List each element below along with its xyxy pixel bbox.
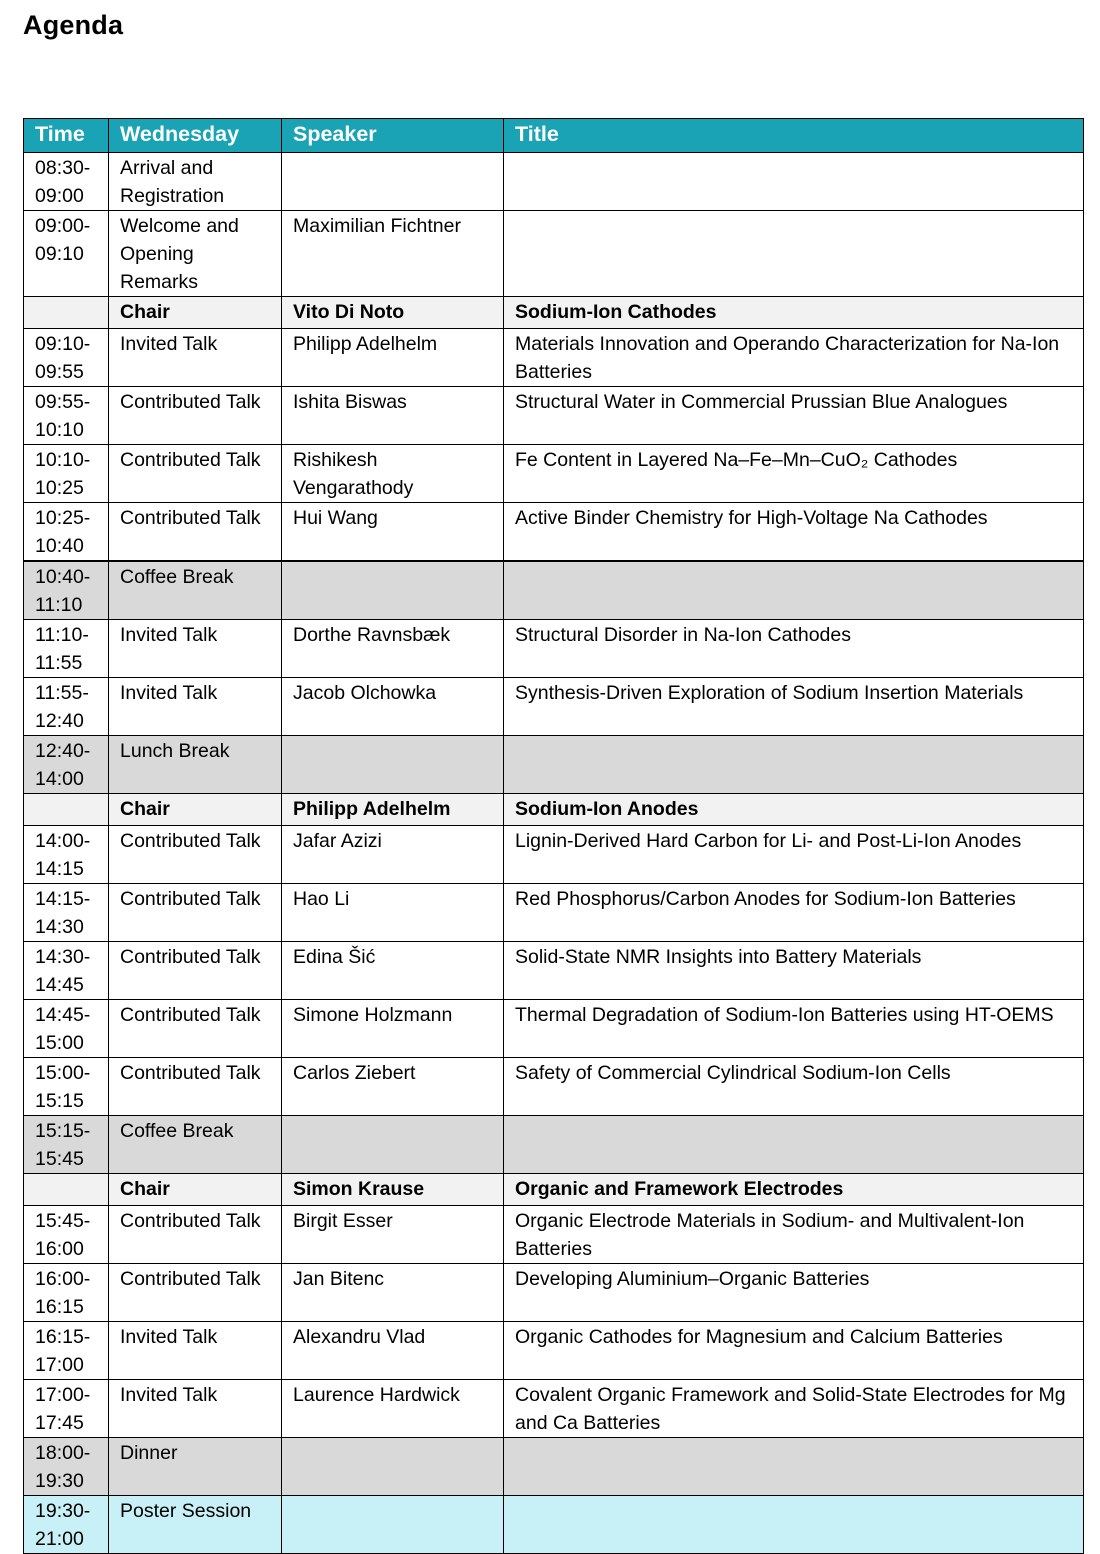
speaker-cell: Jacob Olchowka (282, 678, 504, 736)
session-type-cell: Contributed Talk (109, 884, 282, 942)
session-type-cell: Chair (109, 1174, 282, 1206)
session-type-cell: Contributed Talk (109, 1264, 282, 1322)
talk-title-cell: Synthesis-Driven Exploration of Sodium Insertion Materials (504, 678, 1084, 736)
table-row (24, 1000, 1084, 1058)
speaker-cell (282, 561, 504, 620)
talk-title-cell: Developing Aluminium–Organic Batteries (504, 1264, 1084, 1322)
speaker-cell (282, 1116, 504, 1174)
speaker-cell: Edina Šić (282, 942, 504, 1000)
talk-title-cell: Organic Cathodes for Magnesium and Calcium Batteries (504, 1322, 1084, 1380)
table-row (24, 620, 1084, 678)
speaker-cell: Rishikesh Vengarathody (282, 445, 504, 503)
table-row (24, 1264, 1084, 1322)
time-cell: 09:00- 09:10 (24, 211, 109, 297)
column-header-wednesday: Wednesday (109, 119, 282, 153)
break-row (24, 1438, 1084, 1496)
table-row (24, 445, 1084, 503)
session-type-cell: Invited Talk (109, 1380, 282, 1438)
talk-title-cell: Structural Water in Commercial Prussian Blue Analogues (504, 387, 1084, 445)
column-header-time: Time (24, 119, 109, 153)
time-cell: 11:55- 12:40 (24, 678, 109, 736)
session-type-cell: Contributed Talk (109, 1058, 282, 1116)
time-cell: 11:10- 11:55 (24, 620, 109, 678)
speaker-cell: Philipp Adelhelm (282, 329, 504, 387)
session-type-cell: Invited Talk (109, 620, 282, 678)
speaker-cell: Hao Li (282, 884, 504, 942)
time-cell: 18:00- 19:30 (24, 1438, 109, 1496)
table-row (24, 1206, 1084, 1264)
agenda-body (24, 153, 1084, 1554)
session-type-cell: Contributed Talk (109, 445, 282, 503)
talk-title-cell: Solid-State NMR Insights into Battery Materials (504, 942, 1084, 1000)
chair-row (24, 794, 1084, 826)
session-type-cell: Coffee Break (109, 561, 282, 620)
time-cell: 16:00- 16:15 (24, 1264, 109, 1322)
speaker-cell: Philipp Adelhelm (282, 794, 504, 826)
speaker-cell: Carlos Ziebert (282, 1058, 504, 1116)
table-row (24, 1058, 1084, 1116)
speaker-cell (282, 736, 504, 794)
table-row (24, 884, 1084, 942)
table-row (24, 1322, 1084, 1380)
session-type-cell: Coffee Break (109, 1116, 282, 1174)
table-row (24, 942, 1084, 1000)
session-type-cell: Chair (109, 297, 282, 329)
speaker-cell: Vito Di Noto (282, 297, 504, 329)
talk-title-cell: Thermal Degradation of Sodium-Ion Batteries using HT-OEMS (504, 1000, 1084, 1058)
chair-row (24, 1174, 1084, 1206)
session-type-cell: Dinner (109, 1438, 282, 1496)
table-row (24, 503, 1084, 562)
talk-title-cell: Structural Disorder in Na-Ion Cathodes (504, 620, 1084, 678)
time-cell: 08:30- 09:00 (24, 153, 109, 211)
session-type-cell: Poster Session (109, 1496, 282, 1554)
session-type-cell: Contributed Talk (109, 1206, 282, 1264)
time-cell: 14:00- 14:15 (24, 826, 109, 884)
talk-title-cell (504, 153, 1084, 211)
time-cell: 09:55- 10:10 (24, 387, 109, 445)
speaker-cell (282, 153, 504, 211)
session-type-cell: Invited Talk (109, 1322, 282, 1380)
talk-title-cell (504, 1438, 1084, 1496)
speaker-cell (282, 1496, 504, 1554)
session-type-cell: Invited Talk (109, 329, 282, 387)
break-row (24, 736, 1084, 794)
speaker-cell: Jan Bitenc (282, 1264, 504, 1322)
session-type-cell: Invited Talk (109, 678, 282, 736)
table-row (24, 1380, 1084, 1438)
time-cell: 16:15- 17:00 (24, 1322, 109, 1380)
time-cell: 15:45- 16:00 (24, 1206, 109, 1264)
speaker-cell: Ishita Biswas (282, 387, 504, 445)
session-type-cell: Contributed Talk (109, 1000, 282, 1058)
speaker-cell: Simon Krause (282, 1174, 504, 1206)
time-cell (24, 1174, 109, 1206)
agenda-table (23, 118, 1084, 1554)
speaker-cell: Hui Wang (282, 503, 504, 562)
column-header-title: Title (504, 119, 1084, 153)
time-cell: 14:45- 15:00 (24, 1000, 109, 1058)
table-row (24, 329, 1084, 387)
time-cell: 14:15- 14:30 (24, 884, 109, 942)
talk-title-cell: Fe Content in Layered Na–Fe–Mn–CuO₂ Cathodes (504, 445, 1084, 503)
session-type-cell: Contributed Talk (109, 503, 282, 562)
speaker-cell (282, 1438, 504, 1496)
time-cell: 12:40- 14:00 (24, 736, 109, 794)
time-cell: 15:00- 15:15 (24, 1058, 109, 1116)
table-row (24, 211, 1084, 297)
time-cell: 15:15- 15:45 (24, 1116, 109, 1174)
speaker-cell: Dorthe Ravnsbæk (282, 620, 504, 678)
header-row (24, 119, 1084, 153)
speaker-cell: Maximilian Fichtner (282, 211, 504, 297)
break-row (24, 561, 1084, 620)
talk-title-cell: Covalent Organic Framework and Solid-State Electrodes for Mg and Ca Batteries (504, 1380, 1084, 1438)
talk-title-cell: Materials Innovation and Operando Characterization for Na-Ion Batteries (504, 329, 1084, 387)
time-cell: 17:00- 17:45 (24, 1380, 109, 1438)
speaker-cell: Laurence Hardwick (282, 1380, 504, 1438)
chair-row (24, 297, 1084, 329)
session-type-cell: Contributed Talk (109, 942, 282, 1000)
column-header-speaker: Speaker (282, 119, 504, 153)
time-cell: 10:10- 10:25 (24, 445, 109, 503)
session-type-cell: Welcome and Opening Remarks (109, 211, 282, 297)
session-type-cell: Contributed Talk (109, 387, 282, 445)
talk-title-cell: Red Phosphorus/Carbon Anodes for Sodium-Ion Batteries (504, 884, 1084, 942)
session-type-cell: Arrival and Registration (109, 153, 282, 211)
talk-title-cell: Lignin-Derived Hard Carbon for Li- and Post-Li-Ion Anodes (504, 826, 1084, 884)
time-cell (24, 794, 109, 826)
time-cell: 19:30- 21:00 (24, 1496, 109, 1554)
time-cell: 10:40- 11:10 (24, 561, 109, 620)
time-cell: 10:25- 10:40 (24, 503, 109, 562)
speaker-cell: Jafar Azizi (282, 826, 504, 884)
talk-title-cell: Active Binder Chemistry for High-Voltage Na Cathodes (504, 503, 1084, 562)
time-cell: 09:10- 09:55 (24, 329, 109, 387)
table-row (24, 678, 1084, 736)
talk-title-cell: Sodium-Ion Cathodes (504, 297, 1084, 329)
table-row (24, 387, 1084, 445)
speaker-cell: Simone Holzmann (282, 1000, 504, 1058)
page-title: Agenda (23, 10, 124, 40)
session-type-cell: Contributed Talk (109, 826, 282, 884)
time-cell (24, 297, 109, 329)
session-type-cell: Lunch Break (109, 736, 282, 794)
talk-title-cell (504, 211, 1084, 297)
time-cell: 14:30- 14:45 (24, 942, 109, 1000)
talk-title-cell (504, 1496, 1084, 1554)
session-type-cell: Chair (109, 794, 282, 826)
table-row (24, 826, 1084, 884)
talk-title-cell (504, 736, 1084, 794)
talk-title-cell: Safety of Commercial Cylindrical Sodium-Ion Cells (504, 1058, 1084, 1116)
speaker-cell: Birgit Esser (282, 1206, 504, 1264)
talk-title-cell (504, 561, 1084, 620)
table-row (24, 153, 1084, 211)
talk-title-cell: Sodium-Ion Anodes (504, 794, 1084, 826)
talk-title-cell: Organic and Framework Electrodes (504, 1174, 1084, 1206)
talk-title-cell: Organic Electrode Materials in Sodium- and Multivalent-Ion Batteries (504, 1206, 1084, 1264)
break-row (24, 1116, 1084, 1174)
poster-row (24, 1496, 1084, 1554)
talk-title-cell (504, 1116, 1084, 1174)
speaker-cell: Alexandru Vlad (282, 1322, 504, 1380)
